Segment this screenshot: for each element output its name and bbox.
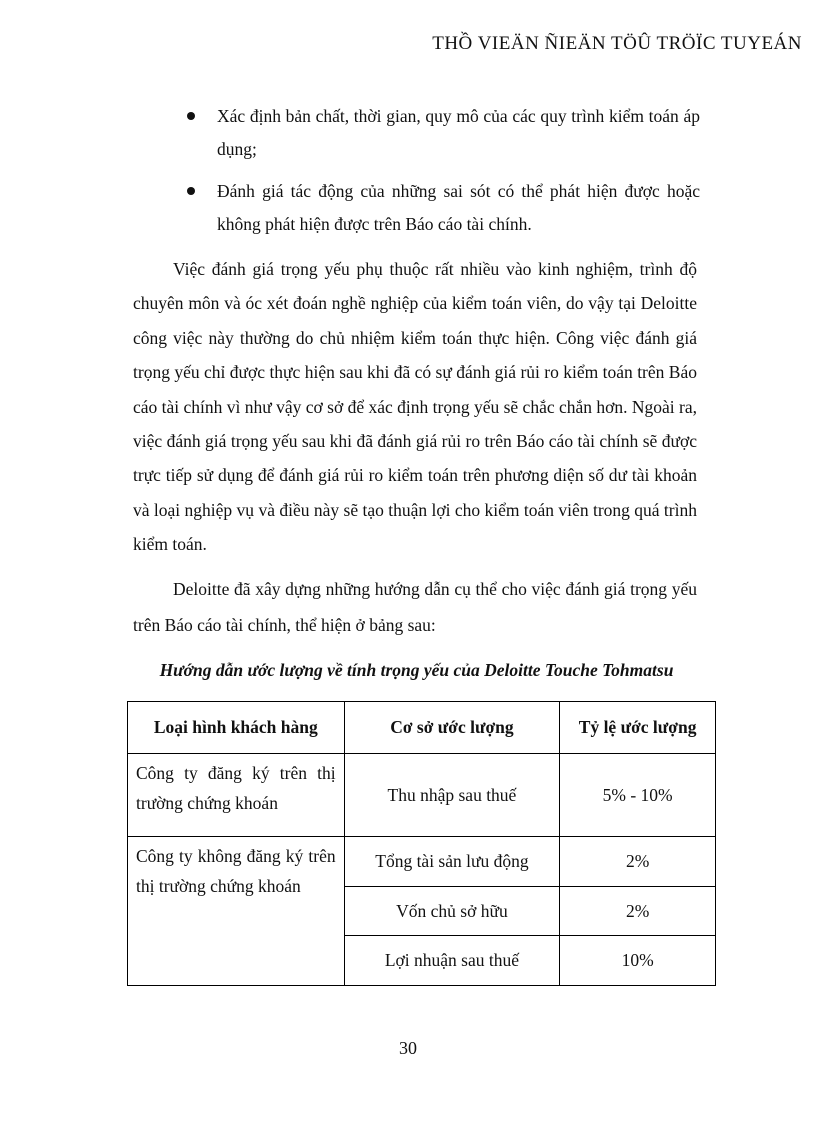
bullet-text: Xác định bản chất, thời gian, quy mô của các quy trình kiểm toán áp dụng; bbox=[217, 106, 700, 159]
table-row bbox=[128, 754, 716, 837]
cell-rate: 5% - 10% bbox=[560, 754, 716, 837]
page-number: 30 bbox=[399, 1038, 417, 1058]
bullet-text: Đánh giá tác động của những sai sót có thể phát hiện được hoặc không phát hiện được trên Báo cáo tài chính. bbox=[217, 181, 700, 234]
cell-basis: Thu nhập sau thuế bbox=[344, 754, 560, 837]
cell-client-type: Công ty không đăng ký trên thị trường chứng khoán bbox=[128, 837, 345, 986]
materiality-table bbox=[127, 701, 716, 986]
cell-client-type: Công ty đăng ký trên thị trường chứng khoán bbox=[128, 754, 345, 837]
cell-basis: Lợi nhuận sau thuế bbox=[344, 936, 560, 986]
table-header-row bbox=[128, 702, 716, 754]
header-basis: Cơ sở ước lượng bbox=[344, 702, 560, 754]
header-client-type: Loại hình khách hàng bbox=[128, 702, 345, 754]
cell-basis: Vốn chủ sở hữu bbox=[344, 887, 560, 936]
table-row bbox=[128, 837, 716, 887]
cell-basis: Tổng tài sản lưu động bbox=[344, 837, 560, 887]
cell-rate: 2% bbox=[560, 887, 716, 936]
cell-rate: 2% bbox=[560, 837, 716, 887]
bullet-item bbox=[185, 175, 700, 241]
header-rate: Tỷ lệ ước lượng bbox=[560, 702, 716, 754]
bullet-list bbox=[185, 100, 700, 250]
cell-rate: 10% bbox=[560, 936, 716, 986]
table-caption: Hướng dẫn ước lượng về tính trọng yếu của Deloitte Touche Tohmatsu bbox=[159, 660, 674, 680]
paragraph-materiality-judgement: Việc đánh giá trọng yếu phụ thuộc rất nhiều vào kinh nghiệm, trình độ chuyên môn và óc xét đoán nghề nghiệp của kiểm toán viên, do vậy tại Deloitte công việc này thường do chủ nhiệm kiểm toán thực hiện. Công việc đánh giá trọng yếu chỉ được thực hiện sau khi đã có sự đánh giá rủi ro kiểm toán trên Báo cáo tài chính vì như vậy cơ sở để xác định trọng yếu sẽ chắc chắn hơn. Ngoài ra, việc đánh giá trọng yếu sau khi đã đánh giá rủi ro trên Báo cáo tài chính sẽ được trực tiếp sử dụng để đánh giá rủi ro kiểm toán trên phương diện số dư tài khoản và loại nghiệp vụ và điều này sẽ tạo thuận lợi cho kiểm toán viên trong quá trình kiểm toán. bbox=[133, 259, 698, 555]
paragraph-deloitte-guidance: Deloitte đã xây dựng những hướng dẫn cụ thể cho việc đánh giá trọng yếu trên Báo cáo tài chính, thể hiện ở bảng sau: bbox=[133, 579, 697, 635]
bullet-icon bbox=[187, 112, 195, 120]
bullet-item bbox=[185, 100, 700, 166]
page-header: THỒ VIEÄN ÑIEÄN TÖÛ TRÖÏC TUYEÁN bbox=[432, 33, 802, 54]
bullet-icon bbox=[187, 187, 195, 195]
